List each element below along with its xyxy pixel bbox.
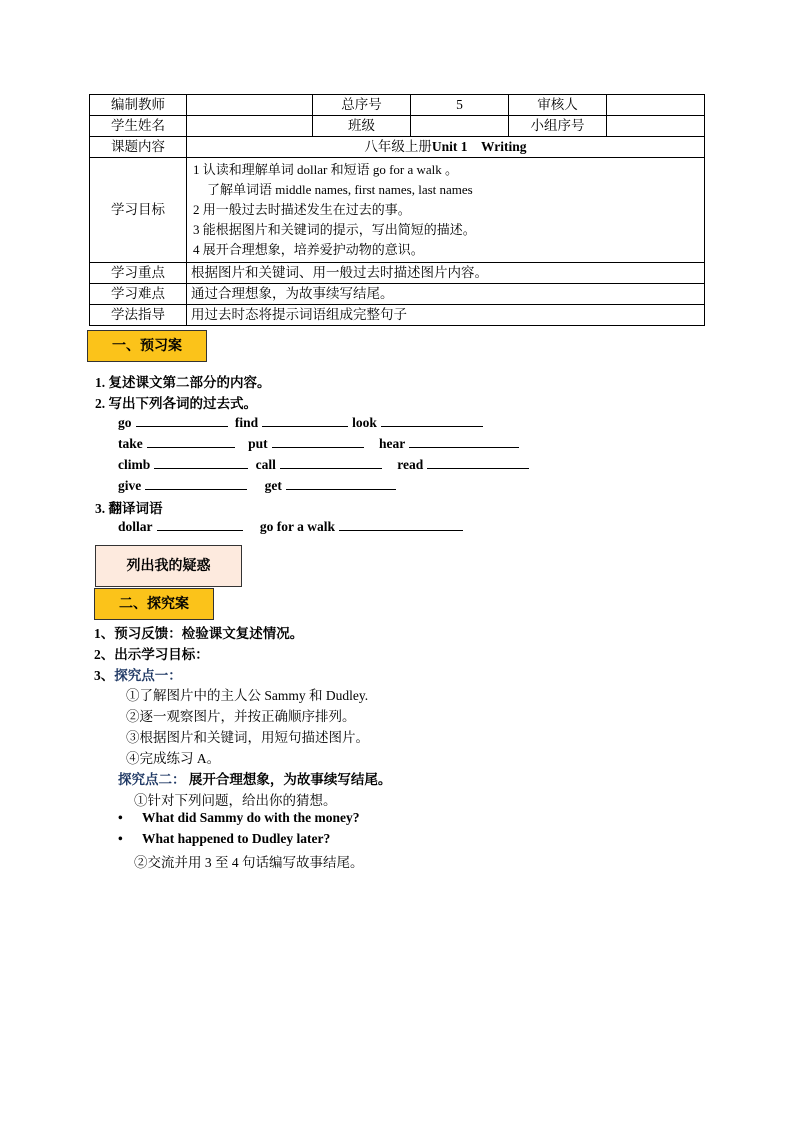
reviewer-value <box>607 95 705 116</box>
word-get: get <box>264 478 282 493</box>
word-give: give <box>118 478 142 493</box>
answer-blank[interactable] <box>157 518 243 531</box>
word-call: call <box>255 457 276 472</box>
group-value <box>607 116 705 137</box>
class-value <box>411 116 509 137</box>
answer-blank[interactable] <box>409 435 519 448</box>
table-row <box>90 284 705 305</box>
point-2-item-2: ②交流并用 3 至 4 句话编写故事结尾。 <box>134 855 364 870</box>
goal-3: 3 能根据图片和关键词的提示，写出简短的描述。 <box>193 222 476 237</box>
goals-label: 学习目标 <box>90 158 187 263</box>
answer-blank[interactable] <box>136 414 228 427</box>
goal-1-sub: 了解单词语 middle names, first names, last names <box>207 182 473 197</box>
goal-4: 4 展开合理想象，培养爱护动物的意识。 <box>193 242 424 257</box>
student-label: 学生姓名 <box>90 116 187 137</box>
word-row-1 <box>118 414 487 431</box>
goal-2: 2 用一般过去时描述发生在过去的事。 <box>193 202 411 217</box>
topic-unit: Unit 1 Writing <box>431 139 527 154</box>
point-1-item-3: ③根据图片和关键词，用短句描述图片。 <box>126 730 369 745</box>
answer-blank[interactable] <box>381 414 483 427</box>
preview-question-1: 1. 复述课文第二部分的内容。 <box>95 375 271 390</box>
explore-step-1: 1、预习反馈：检验课文复述情况。 <box>94 626 304 641</box>
word-go: go <box>118 415 132 430</box>
phrase-dollar: dollar <box>118 519 153 534</box>
word-row-2 <box>118 435 523 452</box>
word-row-3 <box>118 456 533 473</box>
table-row <box>90 305 705 326</box>
preview-question-3: 3. 翻译词语 <box>95 501 163 516</box>
explore-point-2-text: 展开合理想象，为故事续写结尾。 <box>185 772 392 787</box>
answer-blank[interactable] <box>272 435 364 448</box>
word-hear: hear <box>379 436 406 451</box>
reviewer-label: 审核人 <box>509 95 607 116</box>
teacher-value <box>187 95 313 116</box>
table-row <box>90 158 705 263</box>
table-row <box>90 95 705 116</box>
word-take: take <box>118 436 143 451</box>
explore-point-2-label: 探究点二： <box>118 772 186 787</box>
point-1-item-2: ②逐一观察图片，并按正确顺序排列。 <box>126 709 356 724</box>
answer-blank[interactable] <box>154 456 248 469</box>
class-label: 班级 <box>313 116 411 137</box>
doubts-box: 列出我的疑惑 <box>95 545 242 587</box>
lesson-info-table <box>89 94 705 326</box>
word-read: read <box>397 457 424 472</box>
point-1-item-4: ④完成练习 A。 <box>126 751 221 766</box>
answer-blank[interactable] <box>286 477 396 490</box>
topic-prefix: 八年级上册 <box>364 139 432 154</box>
explore-point-1-label: 探究点一： <box>114 668 182 683</box>
difficulty-value: 通过合理想象，为故事续写结尾。 <box>187 284 705 305</box>
answer-blank[interactable] <box>262 414 348 427</box>
answer-blank[interactable] <box>147 435 235 448</box>
question-1-text: What did Sammy do with the money? <box>142 810 360 825</box>
phrase-go-for-a-walk: go for a walk <box>259 519 336 534</box>
teacher-label: 编制教师 <box>90 95 187 116</box>
explore-step-2: 2、出示学习目标： <box>94 647 209 662</box>
word-put: put <box>248 436 268 451</box>
explore-step-3-number: 3、 <box>94 668 115 683</box>
preview-section-header: 一、预习案 <box>87 330 207 362</box>
answer-blank[interactable] <box>280 456 382 469</box>
explore-step-3 <box>94 664 182 684</box>
method-value: 用过去时态将提示词语组成完整句子 <box>187 305 705 326</box>
answer-blank[interactable] <box>427 456 529 469</box>
answer-blank[interactable] <box>145 477 247 490</box>
goal-1: 1 认读和理解单词 dollar 和短语 go for a walk 。 <box>193 162 459 177</box>
word-row-4 <box>118 477 400 494</box>
point-1-item-1: ①了解图片中的主人公 Sammy 和 Dudley. <box>126 688 369 703</box>
word-climb: climb <box>118 457 151 472</box>
question-bullet-1 <box>118 810 360 826</box>
word-look: look <box>352 415 377 430</box>
key-label: 学习重点 <box>90 263 187 284</box>
difficulty-label: 学习难点 <box>90 284 187 305</box>
phrase-row <box>118 518 467 535</box>
key-value: 根据图片和关键词、用一般过去时描述图片内容。 <box>187 263 705 284</box>
goals-list <box>187 158 705 263</box>
explore-point-2 <box>118 768 391 788</box>
serial-value: 5 <box>411 95 509 116</box>
point-2-item-1: ①针对下列问题，给出你的猜想。 <box>134 793 337 808</box>
table-row <box>90 116 705 137</box>
method-label: 学法指导 <box>90 305 187 326</box>
bullet-icon: • <box>118 831 123 846</box>
topic-value <box>187 137 705 158</box>
answer-blank[interactable] <box>339 518 463 531</box>
serial-label: 总序号 <box>313 95 411 116</box>
question-2-text: What happened to Dudley later? <box>142 831 331 846</box>
student-value <box>187 116 313 137</box>
table-row <box>90 137 705 158</box>
table-row <box>90 263 705 284</box>
bullet-icon: • <box>118 810 123 825</box>
topic-label: 课题内容 <box>90 137 187 158</box>
question-bullet-2 <box>118 831 330 847</box>
word-find: find <box>234 415 259 430</box>
group-label: 小组序号 <box>509 116 607 137</box>
explore-section-header: 二、探究案 <box>94 588 214 620</box>
preview-question-2: 2. 写出下列各词的过去式。 <box>95 396 257 411</box>
